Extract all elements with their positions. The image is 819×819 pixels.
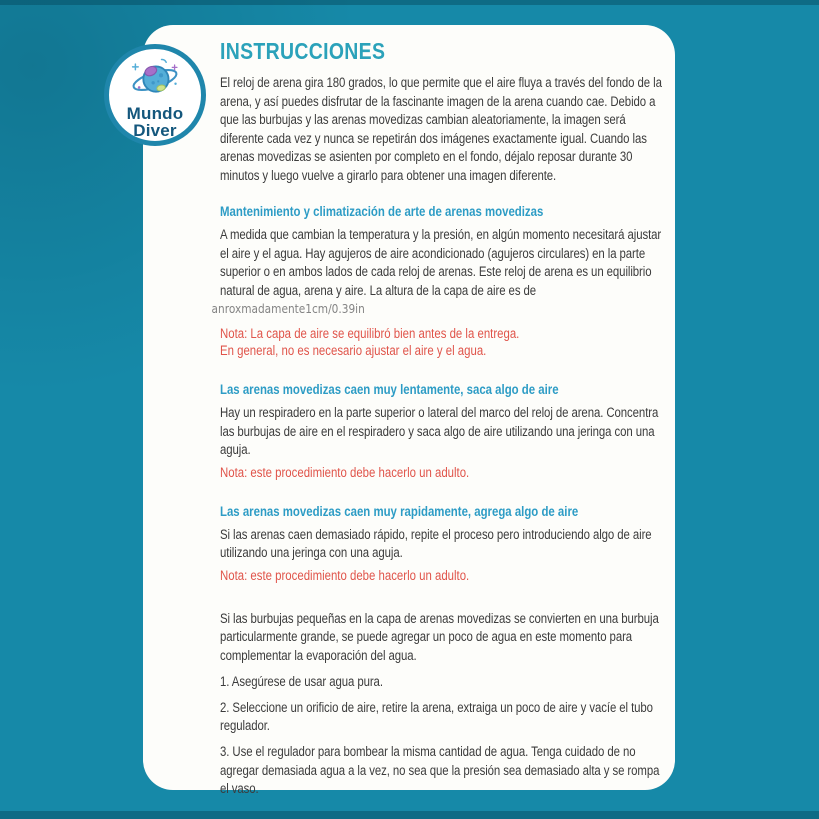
slow-sand-paragraph: Hay un respiradero en la parte superior o lateral del marco del reloj de arena. Concentra las burbujas de aire en el respiradero y saca algo de aire utilizando una jeringa con una aguja. <box>220 405 659 457</box>
fast-sand-heading: Las arenas movedizas caen muy rapidamente, agrega algo de aire <box>220 503 579 519</box>
maintenance-paragraph: A medida que cambian la temperatura y la presión, en algún momento necesitará ajustar el aire y el agua. Hay agujeros de aire acondicionado (agujeros circulares) en la parte superior o en ambos lados de cada reloj de arenas. Este reloj de arena es un equilibrio natural de agua, arena y aire. La altura de la capa de aire es de <box>220 227 662 298</box>
planet-icon <box>127 55 183 105</box>
maintenance-note-line2: En general, no es necesario ajustar el aire y el agua. <box>220 343 487 358</box>
slow-sand-heading: Las arenas movedizas caen muy lentamente, saca algo de aire <box>220 382 559 397</box>
card-content <box>211 38 668 799</box>
intro-paragraph: El reloj de arena gira 180 grados, lo que permite que el aire fluya a través del fondo de la arena, y así puedes disfrutar de la fascinante imagen de la arena cuando cae. Debido a que las burbujas y las arenas movedizas cambian aleatoriamente, la imagen será diferente cada vez y nunca se repetirán dos imágenes exactamente igual. Cuando las arenas movedizas se asienten por completo en el fondo, déjalo reposar durante 30 minutos y luego vuelve a girarlo para obtener una imagen diferente. <box>220 75 662 183</box>
instruction-card <box>143 25 675 796</box>
maintenance-note <box>220 325 668 359</box>
maintenance-heading: Mantenimiento y climatización de arte de arenas movedizas <box>220 204 544 219</box>
logo-wordmark <box>127 105 184 139</box>
slow-sand-note: Nota: este procedimiento debe hacerlo un adulto. <box>220 464 470 480</box>
fast-sand-note: Nota: este procedimiento debe hacerlo un adulto. <box>220 567 470 583</box>
fast-sand-paragraph: Si las arenas caen demasiado rápido, repite el proceso pero introduciendo algo de aire utilizando una jeringa con una aguja. <box>220 526 652 560</box>
bottom-edge-band <box>0 811 819 819</box>
mundo-diver-logo <box>104 44 206 146</box>
top-edge-band <box>0 0 819 5</box>
water-step-1: 1. Asegúrese de usar agua pura. <box>220 673 383 689</box>
logo-text-line2: Diver <box>133 121 177 140</box>
water-step-3: 3. Use el regulador para bombear la misma cantidad de agua. Tenga cuidado de no agregar demasiada agua a la vez, no sea que la presión sea demasiado alta y se rompa el vaso. <box>220 744 660 796</box>
approx-measurement-text: anroxmadamente1cm/0.39in <box>211 301 365 316</box>
water-intro-paragraph: Si las burbujas pequeñas en la capa de arenas movedizas se convierten en una burbuja particularmente grande, se puede agregar un poco de agua en este momento para complementar la evaporación del agua. <box>220 610 659 663</box>
water-step-2: 2. Seleccione un orificio de aire, retire la arena, extraiga un poco de aire y vacíe el tubo regulador. <box>220 699 653 733</box>
maintenance-note-line1: Nota: La capa de aire se equilibró bien antes de la entrega. <box>220 326 520 341</box>
water-steps-list <box>220 673 668 799</box>
page-title: INSTRUCCIONES <box>220 38 386 64</box>
logo-text-line1: Mundo <box>126 104 184 123</box>
